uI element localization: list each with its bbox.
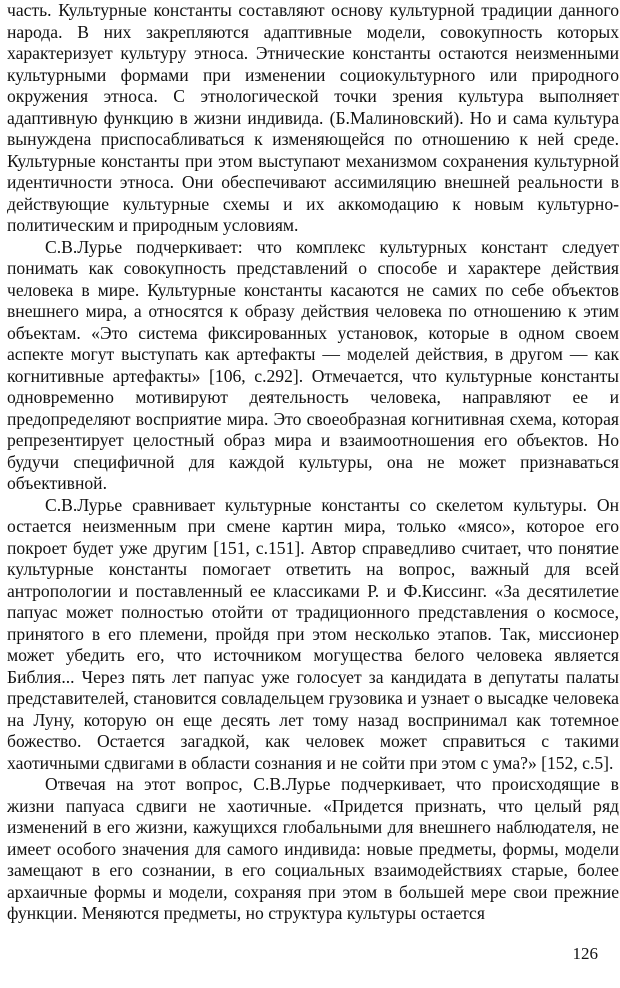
body-text [7, 0, 619, 925]
paragraph-4: Отвечая на этот вопрос, С.В.Лурье подчеркивает, что происходящие в жизни папуаса сдвиги не хаотичные. «Придется признать, что целый ряд изменений в его жизни, кажущихся глобальными для внешнего наблюдателя, не имеет особого значения для самого индивида: новые предметы, формы, модели замещают в его сознании, в его социальных взаимодействиях старые, более архаичные формы и модели, сохраняя при этом в большей мере свои прежние функции. Меняются предметы, но структура культуры остается [7, 774, 619, 923]
paragraph-2: С.В.Лурье подчеркивает: что комплекс культурных констант следует понимать как совокупность представлений о способе и характере действия человека в мире. Культурные константы касаются не самих по себе объектов внешнего мира, а относятся к образу действия человека по отношению к этим объектам. «Это система фиксированных установок, которые в одном своем аспекте могут выступать как артефакты — моделей действия, в другом — как когнитивные артефакты» [106, с.292]. Отмечается, что культурные константы одновременно мотивируют деятельность человека, направляют ее и предопределяют восприятие мира. Это своеобразная когнитивная схема, которая репрезентирует целостный образ мира и взаимоотношения его объектов. Но будучи специфичной для каждой культуры, она не может признаваться объективной. [7, 236, 619, 493]
page-number: 126 [572, 944, 598, 963]
paragraph-3: С.В.Лурье сравнивает культурные константы со скелетом культуры. Он остается неизменным при смене картин мира, только «мясо», которое его покроет будет уже другим [151, с.151]. Автор справедливо считает, что понятие культурные константы помогает ответить на вопрос, важный для всей антропологии и поставленный ее классиками Р. и Ф.Киссинг. «За десятилетие папуас может полностью отойти от традиционного представления о космосе, принятого в его племени, пройдя при этом несколько этапов. Так, миссионер может убедить его, что источником могущества белого человека является Библия... Через пять лет папуас уже голосует за кандидата в депутаты палаты представителей, становится совладельцем грузовика и узнает о высадке человека на Луну, которую он еще десять лет тому назад воспринимал как тотемное божество. Остается загадкой, как человек может справиться с такими хаотичными сдвигами в области сознания и не сойти при этом с ума?» [152, с.5]. [7, 494, 619, 773]
paragraph-1: часть. Культурные константы составляют основу культурной традиции данного народа. В них закрепляются адаптивные модели, совокупность которых характеризует культуру этноса. Этнические константы остаются неизменными культурными формами при изменении социокультурного или природного окружения этноса. С этнологической точки зрения культура выполняет адаптивную функцию в жизни индивида. (Б.Малиновский). Но и сама культура вынуждена приспосабливаться к изменяющейся по отношению к ней среде. Культурные константы при этом выступают механизмом сохранения культурной идентичности этноса. Они обеспечивают ассимиляцию внешней реальности в действующие культурные схемы и их аккомодацию к новым культурно-политическим и природным условиям. [7, 0, 619, 235]
